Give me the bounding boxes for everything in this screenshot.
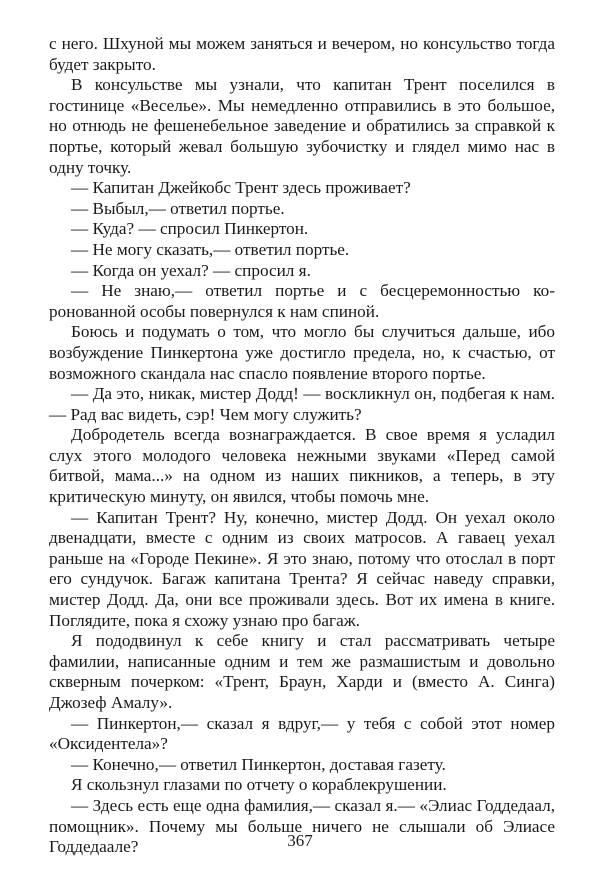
paragraph: — Да это, никак, мистер Додд! — воскликнул он, подбегая к нам.— Рад вас видеть, сэр! Чем могу служить?	[49, 384, 555, 424]
paragraph: — Здесь есть еще одна фамилия,— сказал я.— «Элиас Годдедаал, помощник». Почему мы больше ничего не слышали об Элиасе Годдедаале?	[49, 795, 555, 857]
paragraph: — Капитан Джейкобс Трент здесь проживает?	[71, 178, 411, 198]
paragraph: Я пододвинул к себе книгу и стал рассматривать четыре фамилии, написанные одним и тем же размашистым и довольно скверным почерком: «Трент, Браун, Харди и (вместо А. Синга) Джозеф Амалу».	[49, 631, 555, 712]
paragraph: — Конечно,— ответил Пинкертон, доставая газету.	[71, 754, 446, 774]
paragraph: — Пинкертон,— сказал я вдруг,— у тебя с собой этот номер «Оксидентела»?	[49, 713, 555, 754]
paragraph: — Не знаю,— ответил портье и с бесцеремонностью коронованной особы повернулся к нам спиной.	[49, 281, 555, 321]
page-number: 367	[287, 831, 313, 850]
paragraph: — Не могу сказать,— ответил портье.	[71, 239, 350, 259]
paragraph: В консульстве мы узнали, что капитан Трент поселился в гостинице «Веселье». Мы немедленно отправились в это большое, но отнюдь не фешенебельное заведение и обратились за справкой к портье, который жевал большую зубочистку и глядел мимо нас в одну точку.	[49, 75, 555, 177]
paragraph: Боюсь и подумать о том, что могло бы случиться дальше, ибо возбуждение Пинкертона уже достигло предела, но, к счастью, от возможного скандала нас спасло появление второго портье.	[49, 322, 555, 383]
paragraph: — Куда? — спросил Пинкертон.	[71, 219, 309, 239]
paragraph: — Когда он уехал? — спросил я.	[71, 260, 311, 280]
paragraph: Добродетель всегда вознаграждается. В свое время я усладил слух этого молодого человека нежными звуками «Перед самой битвой, мама...» на одном из наших пикников, а теперь, в эту критическую минуту, он явился, чтобы помочь мне.	[49, 425, 555, 507]
paragraph: Я скользнул глазами по отчету о кораблекрушении.	[71, 775, 447, 795]
paragraph: — Капитан Трент? Ну, конечно, мистер Додд. Он уехал около двенадцати, вместе с одним из своих матросов. А гаваец уехал раньше на «Городе Пекине». Я это знаю, потому что отослал в порт его сундучок. Багаж капитана Трента? Я сейчас наведу справки, мистер Додд. Да, они все проживали здесь. Вот их имена в книге. Поглядите, пока я схожу узнаю про багаж.	[49, 507, 555, 630]
paragraph: — Выбыл,— ответил портье.	[71, 198, 285, 218]
paragraph: с него. Шхуной мы можем заняться и вечером, но консульство тогда будет закрыто.	[49, 34, 555, 74]
page-body	[49, 34, 555, 858]
